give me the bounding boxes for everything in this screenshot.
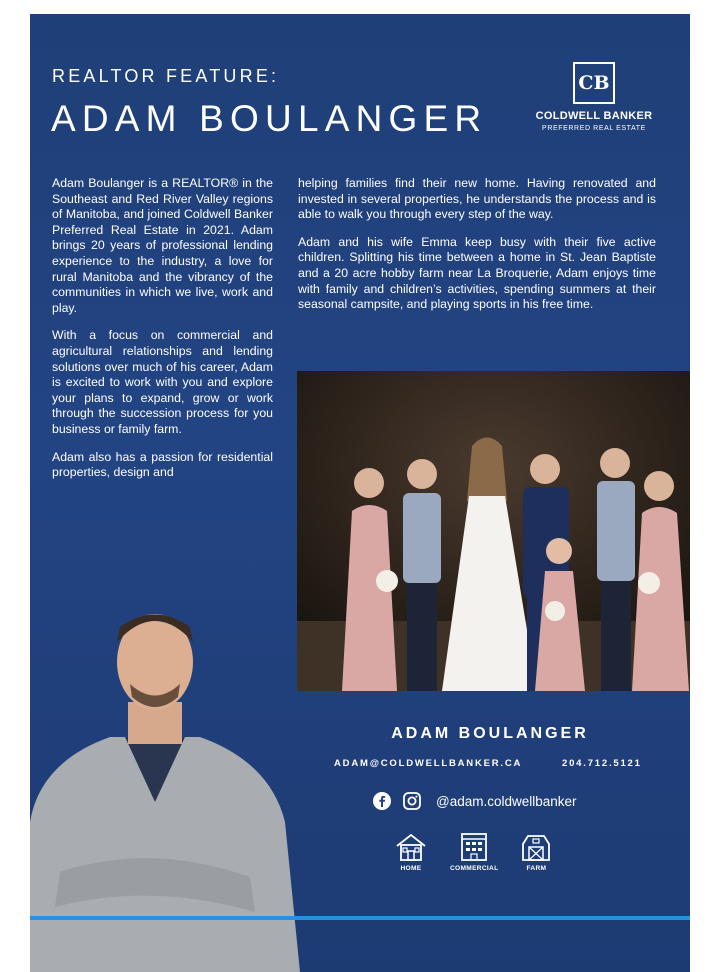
contact-name: ADAM BOULANGER xyxy=(391,725,589,742)
barn-icon xyxy=(520,832,552,862)
service-label: FARM xyxy=(526,865,547,872)
logo-tagline: PREFERRED REAL ESTATE xyxy=(542,125,646,132)
service-icons xyxy=(394,832,552,872)
social-handle[interactable]: @adam.coldwellbanker xyxy=(436,793,577,809)
service-commercial xyxy=(450,832,498,872)
agent-headshot xyxy=(30,572,310,972)
social-links xyxy=(373,792,577,810)
contact-phone[interactable]: 204.712.5121 xyxy=(562,758,642,769)
article-paragraph: helping families find their new home. Having renovated and invested in several properties, he understands the process and is able to walk you through every step of the way. xyxy=(298,176,656,222)
feature-page xyxy=(30,14,690,972)
article-right-column xyxy=(298,176,656,325)
coldwell-banker-logo xyxy=(520,62,668,132)
article-left-column xyxy=(52,176,273,493)
article-paragraph: Adam Boulanger is a REALTOR® in the Southeast and Red River Valley regions of Manitoba, and joined Coldwell Banker Preferred Real Estate in 2021. Adam brings 20 years of professional lending experience to the industry, a love for rural Manitoba and the vibrancy of the communities in which we live, work and play. xyxy=(52,176,273,315)
article-paragraph: Adam and his wife Emma keep busy with their five active children. Splitting his time between a home in St. Jean Baptiste and a 20 acre hobby farm near La Broquerie, Adam enjoys time with family and children’s activities, spending summers at their seasonal campsite, and playing sports in his free time. xyxy=(298,234,656,312)
service-home xyxy=(394,832,428,872)
contact-email[interactable]: ADAM@COLDWELLBANKER.CA xyxy=(334,758,523,769)
instagram-icon[interactable] xyxy=(403,792,421,810)
article-paragraph: With a focus on commercial and agricultural relationships and lending solutions over much of his career, Adam is excited to work with you and explore your plans to expand, grow or work through the succession process for you business or family farm. xyxy=(52,328,273,436)
logo-brand: COLDWELL BANKER xyxy=(535,110,653,122)
accent-stripe xyxy=(30,916,690,920)
commercial-building-icon xyxy=(458,832,490,862)
home-icon xyxy=(394,832,428,862)
feature-title: ADAM BOULANGER xyxy=(51,98,488,139)
logo-monogram: CB xyxy=(573,62,615,104)
feature-kicker: REALTOR FEATURE: xyxy=(52,66,280,86)
service-label: COMMERCIAL xyxy=(450,865,499,872)
service-label: HOME xyxy=(400,865,422,872)
service-farm xyxy=(520,832,552,872)
family-photo xyxy=(297,371,690,691)
article-paragraph: Adam also has a passion for residential properties, design and xyxy=(52,449,273,480)
facebook-icon[interactable] xyxy=(373,792,391,810)
